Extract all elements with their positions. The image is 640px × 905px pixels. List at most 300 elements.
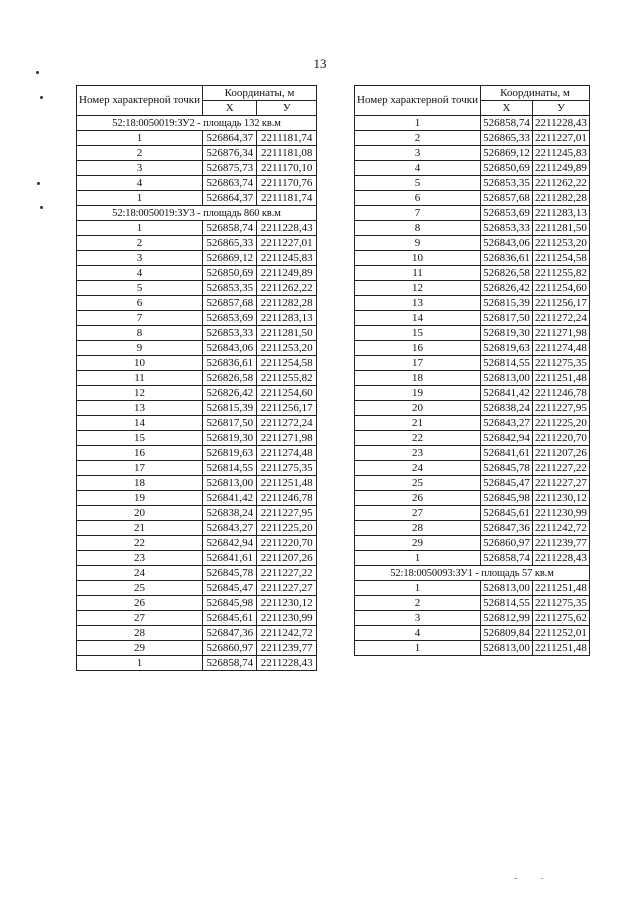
point-number-cell: 7 — [355, 206, 481, 221]
y-coordinate-cell: 2211252,01 — [532, 626, 589, 641]
x-coordinate-cell: 526826,42 — [481, 281, 533, 296]
y-coordinate-cell: 2211254,60 — [257, 386, 317, 401]
x-coordinate-cell: 526853,35 — [203, 281, 257, 296]
y-coordinate-cell: 2211251,48 — [532, 371, 589, 386]
y-coordinate-cell: 2211227,22 — [532, 461, 589, 476]
x-coordinate-cell: 526858,74 — [203, 656, 257, 671]
y-coordinate-cell: 2211181,74 — [257, 191, 317, 206]
y-coordinate-cell: 2211230,99 — [532, 506, 589, 521]
y-coordinate-cell: 2211227,01 — [532, 131, 589, 146]
y-coordinate-cell: 2211230,12 — [257, 596, 317, 611]
point-number-cell: 22 — [77, 536, 203, 551]
scan-speck — [541, 878, 543, 879]
coordinates-table-right — [354, 85, 590, 656]
point-number-cell: 3 — [77, 251, 203, 266]
y-coordinate-cell: 2211271,98 — [257, 431, 317, 446]
y-coordinate-cell: 2211249,89 — [257, 266, 317, 281]
y-coordinate-cell: 2211272,24 — [257, 416, 317, 431]
table-row — [355, 296, 590, 311]
table-row — [77, 641, 317, 656]
x-coordinate-cell: 526841,61 — [481, 446, 533, 461]
point-number-cell: 9 — [77, 341, 203, 356]
table-row — [77, 446, 317, 461]
y-coordinate-cell: 2211245,83 — [257, 251, 317, 266]
margin-dot — [40, 96, 43, 99]
y-coordinate-cell: 2211255,82 — [257, 371, 317, 386]
x-coordinate-cell: 526841,61 — [203, 551, 257, 566]
y-coordinate-cell: 2211170,10 — [257, 161, 317, 176]
y-coordinate-cell: 2211220,70 — [257, 536, 317, 551]
y-coordinate-cell: 2211275,35 — [257, 461, 317, 476]
table-row — [77, 551, 317, 566]
x-coordinate-cell: 526817,50 — [481, 311, 533, 326]
point-number-cell: 11 — [77, 371, 203, 386]
header-x: Х — [481, 101, 533, 116]
point-number-cell: 12 — [77, 386, 203, 401]
section-title: 52:18:0050019:ЗУ2 - площадь 132 кв.м — [77, 116, 317, 131]
x-coordinate-cell: 526845,98 — [203, 596, 257, 611]
table-row — [77, 371, 317, 386]
table-row — [77, 311, 317, 326]
table-row — [77, 326, 317, 341]
point-number-cell: 22 — [355, 431, 481, 446]
point-number-cell: 23 — [77, 551, 203, 566]
table-row — [77, 236, 317, 251]
x-coordinate-cell: 526845,61 — [481, 506, 533, 521]
x-coordinate-cell: 526857,68 — [203, 296, 257, 311]
point-number-cell: 14 — [77, 416, 203, 431]
y-coordinate-cell: 2211256,17 — [532, 296, 589, 311]
section-row — [355, 566, 590, 581]
x-coordinate-cell: 526869,12 — [203, 251, 257, 266]
y-coordinate-cell: 2211254,58 — [257, 356, 317, 371]
table-row — [355, 221, 590, 236]
y-coordinate-cell: 2211227,27 — [532, 476, 589, 491]
point-number-cell: 20 — [355, 401, 481, 416]
table-row — [355, 236, 590, 251]
point-number-cell: 16 — [77, 446, 203, 461]
x-coordinate-cell: 526847,36 — [481, 521, 533, 536]
point-number-cell: 24 — [77, 566, 203, 581]
point-number-cell: 1 — [355, 116, 481, 131]
y-coordinate-cell: 2211225,20 — [532, 416, 589, 431]
x-coordinate-cell: 526843,06 — [203, 341, 257, 356]
y-coordinate-cell: 2211275,35 — [532, 356, 589, 371]
y-coordinate-cell: 2211282,28 — [257, 296, 317, 311]
point-number-cell: 9 — [355, 236, 481, 251]
x-coordinate-cell: 526845,78 — [203, 566, 257, 581]
point-number-cell: 1 — [77, 221, 203, 236]
x-coordinate-cell: 526814,55 — [481, 596, 533, 611]
point-number-cell: 11 — [355, 266, 481, 281]
point-number-cell: 27 — [77, 611, 203, 626]
x-coordinate-cell: 526875,73 — [203, 161, 257, 176]
x-coordinate-cell: 526815,39 — [481, 296, 533, 311]
table-row — [77, 596, 317, 611]
x-coordinate-cell: 526813,00 — [481, 371, 533, 386]
y-coordinate-cell: 2211239,77 — [257, 641, 317, 656]
table-row — [77, 491, 317, 506]
x-coordinate-cell: 526826,42 — [203, 386, 257, 401]
left-table-body — [77, 116, 317, 671]
point-number-cell: 5 — [77, 281, 203, 296]
table-row — [355, 326, 590, 341]
table-row — [355, 611, 590, 626]
x-coordinate-cell: 526860,97 — [203, 641, 257, 656]
header-point-number: Номер характерной точки — [77, 86, 203, 116]
table-row — [77, 416, 317, 431]
point-number-cell: 2 — [77, 146, 203, 161]
y-coordinate-cell: 2211262,22 — [532, 176, 589, 191]
x-coordinate-cell: 526845,78 — [481, 461, 533, 476]
table-row — [355, 476, 590, 491]
header-coordinates: Координаты, м — [481, 86, 590, 101]
y-coordinate-cell: 2211249,89 — [532, 161, 589, 176]
point-number-cell: 16 — [355, 341, 481, 356]
y-coordinate-cell: 2211255,82 — [532, 266, 589, 281]
point-number-cell: 3 — [355, 611, 481, 626]
y-coordinate-cell: 2211262,22 — [257, 281, 317, 296]
point-number-cell: 6 — [355, 191, 481, 206]
point-number-cell: 3 — [77, 161, 203, 176]
table-row — [355, 596, 590, 611]
x-coordinate-cell: 526841,42 — [481, 386, 533, 401]
point-number-cell: 21 — [355, 416, 481, 431]
point-number-cell: 13 — [355, 296, 481, 311]
point-number-cell: 18 — [77, 476, 203, 491]
table-row — [77, 341, 317, 356]
x-coordinate-cell: 526858,74 — [481, 551, 533, 566]
header-coordinates: Координаты, м — [203, 86, 317, 101]
point-number-cell: 29 — [355, 536, 481, 551]
section-row — [77, 116, 317, 131]
y-coordinate-cell: 2211275,35 — [532, 596, 589, 611]
page-number: 13 — [313, 56, 327, 71]
x-coordinate-cell: 526819,63 — [203, 446, 257, 461]
y-coordinate-cell: 2211246,78 — [257, 491, 317, 506]
table-row — [77, 536, 317, 551]
x-coordinate-cell: 526845,61 — [203, 611, 257, 626]
point-number-cell: 14 — [355, 311, 481, 326]
table-row — [77, 626, 317, 641]
y-coordinate-cell: 2211227,95 — [532, 401, 589, 416]
x-coordinate-cell: 526864,37 — [203, 131, 257, 146]
x-coordinate-cell: 526841,42 — [203, 491, 257, 506]
y-coordinate-cell: 2211246,78 — [532, 386, 589, 401]
x-coordinate-cell: 526857,68 — [481, 191, 533, 206]
y-coordinate-cell: 2211271,98 — [532, 326, 589, 341]
x-coordinate-cell: 526853,69 — [203, 311, 257, 326]
point-number-cell: 27 — [355, 506, 481, 521]
y-coordinate-cell: 2211253,20 — [532, 236, 589, 251]
x-coordinate-cell: 526836,61 — [481, 251, 533, 266]
table-row — [355, 191, 590, 206]
right-table-body — [355, 116, 590, 656]
table-row — [77, 461, 317, 476]
y-coordinate-cell: 2211272,24 — [532, 311, 589, 326]
table-row — [355, 251, 590, 266]
table-row — [355, 311, 590, 326]
point-number-cell: 25 — [355, 476, 481, 491]
table-row — [77, 476, 317, 491]
table-row — [77, 176, 317, 191]
table-row — [355, 551, 590, 566]
table-row — [77, 506, 317, 521]
x-coordinate-cell: 526814,55 — [481, 356, 533, 371]
table-row — [355, 461, 590, 476]
y-coordinate-cell: 2211275,62 — [532, 611, 589, 626]
y-coordinate-cell: 2211253,20 — [257, 341, 317, 356]
x-coordinate-cell: 526863,74 — [203, 176, 257, 191]
x-coordinate-cell: 526858,74 — [481, 116, 533, 131]
table-row — [77, 431, 317, 446]
margin-dot — [37, 182, 40, 185]
y-coordinate-cell: 2211251,48 — [532, 641, 589, 656]
y-coordinate-cell: 2211274,48 — [257, 446, 317, 461]
x-coordinate-cell: 526860,97 — [481, 536, 533, 551]
y-coordinate-cell: 2211242,72 — [257, 626, 317, 641]
y-coordinate-cell: 2211251,48 — [257, 476, 317, 491]
point-number-cell: 7 — [77, 311, 203, 326]
point-number-cell: 3 — [355, 146, 481, 161]
table-row — [355, 161, 590, 176]
y-coordinate-cell: 2211227,22 — [257, 566, 317, 581]
y-coordinate-cell: 2211228,43 — [257, 656, 317, 671]
y-coordinate-cell: 2211220,70 — [532, 431, 589, 446]
y-coordinate-cell: 2211245,83 — [532, 146, 589, 161]
x-coordinate-cell: 526819,30 — [481, 326, 533, 341]
point-number-cell: 17 — [77, 461, 203, 476]
header-y: У — [257, 101, 317, 116]
point-number-cell: 20 — [77, 506, 203, 521]
point-number-cell: 19 — [77, 491, 203, 506]
point-number-cell: 5 — [355, 176, 481, 191]
point-number-cell: 15 — [355, 326, 481, 341]
y-coordinate-cell: 2211227,27 — [257, 581, 317, 596]
table-row — [355, 506, 590, 521]
x-coordinate-cell: 526813,00 — [481, 641, 533, 656]
y-coordinate-cell: 2211251,48 — [532, 581, 589, 596]
point-number-cell: 1 — [77, 131, 203, 146]
header-point-number: Номер характерной точки — [355, 86, 481, 116]
point-number-cell: 6 — [77, 296, 203, 311]
x-coordinate-cell: 526817,50 — [203, 416, 257, 431]
table-row — [77, 131, 317, 146]
x-coordinate-cell: 526869,12 — [481, 146, 533, 161]
point-number-cell: 2 — [77, 236, 203, 251]
table-row — [77, 581, 317, 596]
point-number-cell: 21 — [77, 521, 203, 536]
point-number-cell: 1 — [355, 581, 481, 596]
x-coordinate-cell: 526845,47 — [203, 581, 257, 596]
x-coordinate-cell: 526815,39 — [203, 401, 257, 416]
x-coordinate-cell: 526813,00 — [203, 476, 257, 491]
table-row — [77, 566, 317, 581]
x-coordinate-cell: 526838,24 — [203, 506, 257, 521]
y-coordinate-cell: 2211283,13 — [532, 206, 589, 221]
point-number-cell: 1 — [77, 656, 203, 671]
table-row — [77, 386, 317, 401]
x-coordinate-cell: 526819,30 — [203, 431, 257, 446]
table-row — [355, 356, 590, 371]
point-number-cell: 8 — [77, 326, 203, 341]
table-row — [355, 206, 590, 221]
table-row — [355, 401, 590, 416]
point-number-cell: 8 — [355, 221, 481, 236]
table-row — [355, 581, 590, 596]
x-coordinate-cell: 526842,94 — [481, 431, 533, 446]
table-row — [355, 281, 590, 296]
point-number-cell: 15 — [77, 431, 203, 446]
point-number-cell: 26 — [355, 491, 481, 506]
point-number-cell: 1 — [77, 191, 203, 206]
point-number-cell: 1 — [355, 551, 481, 566]
table-row — [355, 131, 590, 146]
y-coordinate-cell: 2211283,13 — [257, 311, 317, 326]
x-coordinate-cell: 526819,63 — [481, 341, 533, 356]
table-row — [77, 356, 317, 371]
table-row — [77, 401, 317, 416]
x-coordinate-cell: 526858,74 — [203, 221, 257, 236]
y-coordinate-cell: 2211254,58 — [532, 251, 589, 266]
x-coordinate-cell: 526876,34 — [203, 146, 257, 161]
header-x: Х — [203, 101, 257, 116]
point-number-cell: 4 — [355, 161, 481, 176]
x-coordinate-cell: 526814,55 — [203, 461, 257, 476]
margin-dot — [36, 71, 39, 74]
x-coordinate-cell: 526845,47 — [481, 476, 533, 491]
x-coordinate-cell: 526850,69 — [203, 266, 257, 281]
x-coordinate-cell: 526853,69 — [481, 206, 533, 221]
table-row — [77, 161, 317, 176]
x-coordinate-cell: 526838,24 — [481, 401, 533, 416]
x-coordinate-cell: 526826,58 — [481, 266, 533, 281]
point-number-cell: 10 — [77, 356, 203, 371]
y-coordinate-cell: 2211282,28 — [532, 191, 589, 206]
table-row — [355, 416, 590, 431]
y-coordinate-cell: 2211181,74 — [257, 131, 317, 146]
x-coordinate-cell: 526864,37 — [203, 191, 257, 206]
table-row — [77, 656, 317, 671]
table-row — [355, 146, 590, 161]
x-coordinate-cell: 526842,94 — [203, 536, 257, 551]
point-number-cell: 28 — [77, 626, 203, 641]
table-row — [355, 491, 590, 506]
table-row — [77, 296, 317, 311]
x-coordinate-cell: 526853,35 — [481, 176, 533, 191]
y-coordinate-cell: 2211228,43 — [257, 221, 317, 236]
point-number-cell: 29 — [77, 641, 203, 656]
point-number-cell: 10 — [355, 251, 481, 266]
x-coordinate-cell: 526845,98 — [481, 491, 533, 506]
point-number-cell: 18 — [355, 371, 481, 386]
x-coordinate-cell: 526850,69 — [481, 161, 533, 176]
y-coordinate-cell: 2211230,99 — [257, 611, 317, 626]
table-row — [77, 146, 317, 161]
x-coordinate-cell: 526865,33 — [481, 131, 533, 146]
point-number-cell: 24 — [355, 461, 481, 476]
table-row — [355, 116, 590, 131]
point-number-cell: 13 — [77, 401, 203, 416]
x-coordinate-cell: 526826,58 — [203, 371, 257, 386]
table-row — [355, 341, 590, 356]
y-coordinate-cell: 2211207,26 — [532, 446, 589, 461]
y-coordinate-cell: 2211227,95 — [257, 506, 317, 521]
y-coordinate-cell: 2211274,48 — [532, 341, 589, 356]
y-coordinate-cell: 2211225,20 — [257, 521, 317, 536]
y-coordinate-cell: 2211242,72 — [532, 521, 589, 536]
coordinates-table-left — [76, 85, 317, 671]
x-coordinate-cell: 526836,61 — [203, 356, 257, 371]
point-number-cell: 28 — [355, 521, 481, 536]
y-coordinate-cell: 2211228,43 — [532, 116, 589, 131]
table-row — [355, 176, 590, 191]
table-row — [355, 521, 590, 536]
table-row — [355, 386, 590, 401]
table-row — [355, 371, 590, 386]
x-coordinate-cell: 526847,36 — [203, 626, 257, 641]
x-coordinate-cell: 526853,33 — [203, 326, 257, 341]
point-number-cell: 12 — [355, 281, 481, 296]
table-row — [355, 431, 590, 446]
table-row — [77, 521, 317, 536]
x-coordinate-cell: 526809,84 — [481, 626, 533, 641]
y-coordinate-cell: 2211181,08 — [257, 146, 317, 161]
header-y: У — [532, 101, 589, 116]
point-number-cell: 17 — [355, 356, 481, 371]
x-coordinate-cell: 526843,27 — [481, 416, 533, 431]
point-number-cell: 1 — [355, 641, 481, 656]
table-row — [77, 611, 317, 626]
x-coordinate-cell: 526843,27 — [203, 521, 257, 536]
table-row — [77, 266, 317, 281]
y-coordinate-cell: 2211254,60 — [532, 281, 589, 296]
table-row — [77, 191, 317, 206]
y-coordinate-cell: 2211230,12 — [532, 491, 589, 506]
table-row — [355, 446, 590, 461]
y-coordinate-cell: 2211170,76 — [257, 176, 317, 191]
x-coordinate-cell: 526853,33 — [481, 221, 533, 236]
point-number-cell: 23 — [355, 446, 481, 461]
point-number-cell: 2 — [355, 131, 481, 146]
x-coordinate-cell: 526813,00 — [481, 581, 533, 596]
point-number-cell: 2 — [355, 596, 481, 611]
x-coordinate-cell: 526812,99 — [481, 611, 533, 626]
table-row — [77, 281, 317, 296]
y-coordinate-cell: 2211239,77 — [532, 536, 589, 551]
table-row — [355, 626, 590, 641]
table-row — [355, 536, 590, 551]
table-row — [77, 221, 317, 236]
section-title: 52:18:0050019:ЗУ3 - площадь 860 кв.м — [77, 206, 317, 221]
table-row — [355, 641, 590, 656]
y-coordinate-cell: 2211207,26 — [257, 551, 317, 566]
scan-speck — [514, 878, 517, 879]
point-number-cell: 25 — [77, 581, 203, 596]
y-coordinate-cell: 2211228,43 — [532, 551, 589, 566]
table-row — [355, 266, 590, 281]
point-number-cell: 4 — [355, 626, 481, 641]
x-coordinate-cell: 526865,33 — [203, 236, 257, 251]
x-coordinate-cell: 526843,06 — [481, 236, 533, 251]
point-number-cell: 19 — [355, 386, 481, 401]
y-coordinate-cell: 2211281,50 — [532, 221, 589, 236]
margin-dot — [40, 206, 43, 209]
y-coordinate-cell: 2211256,17 — [257, 401, 317, 416]
point-number-cell: 26 — [77, 596, 203, 611]
section-title: 52:18:0050093:ЗУ1 - площадь 57 кв.м — [355, 566, 590, 581]
y-coordinate-cell: 2211227,01 — [257, 236, 317, 251]
